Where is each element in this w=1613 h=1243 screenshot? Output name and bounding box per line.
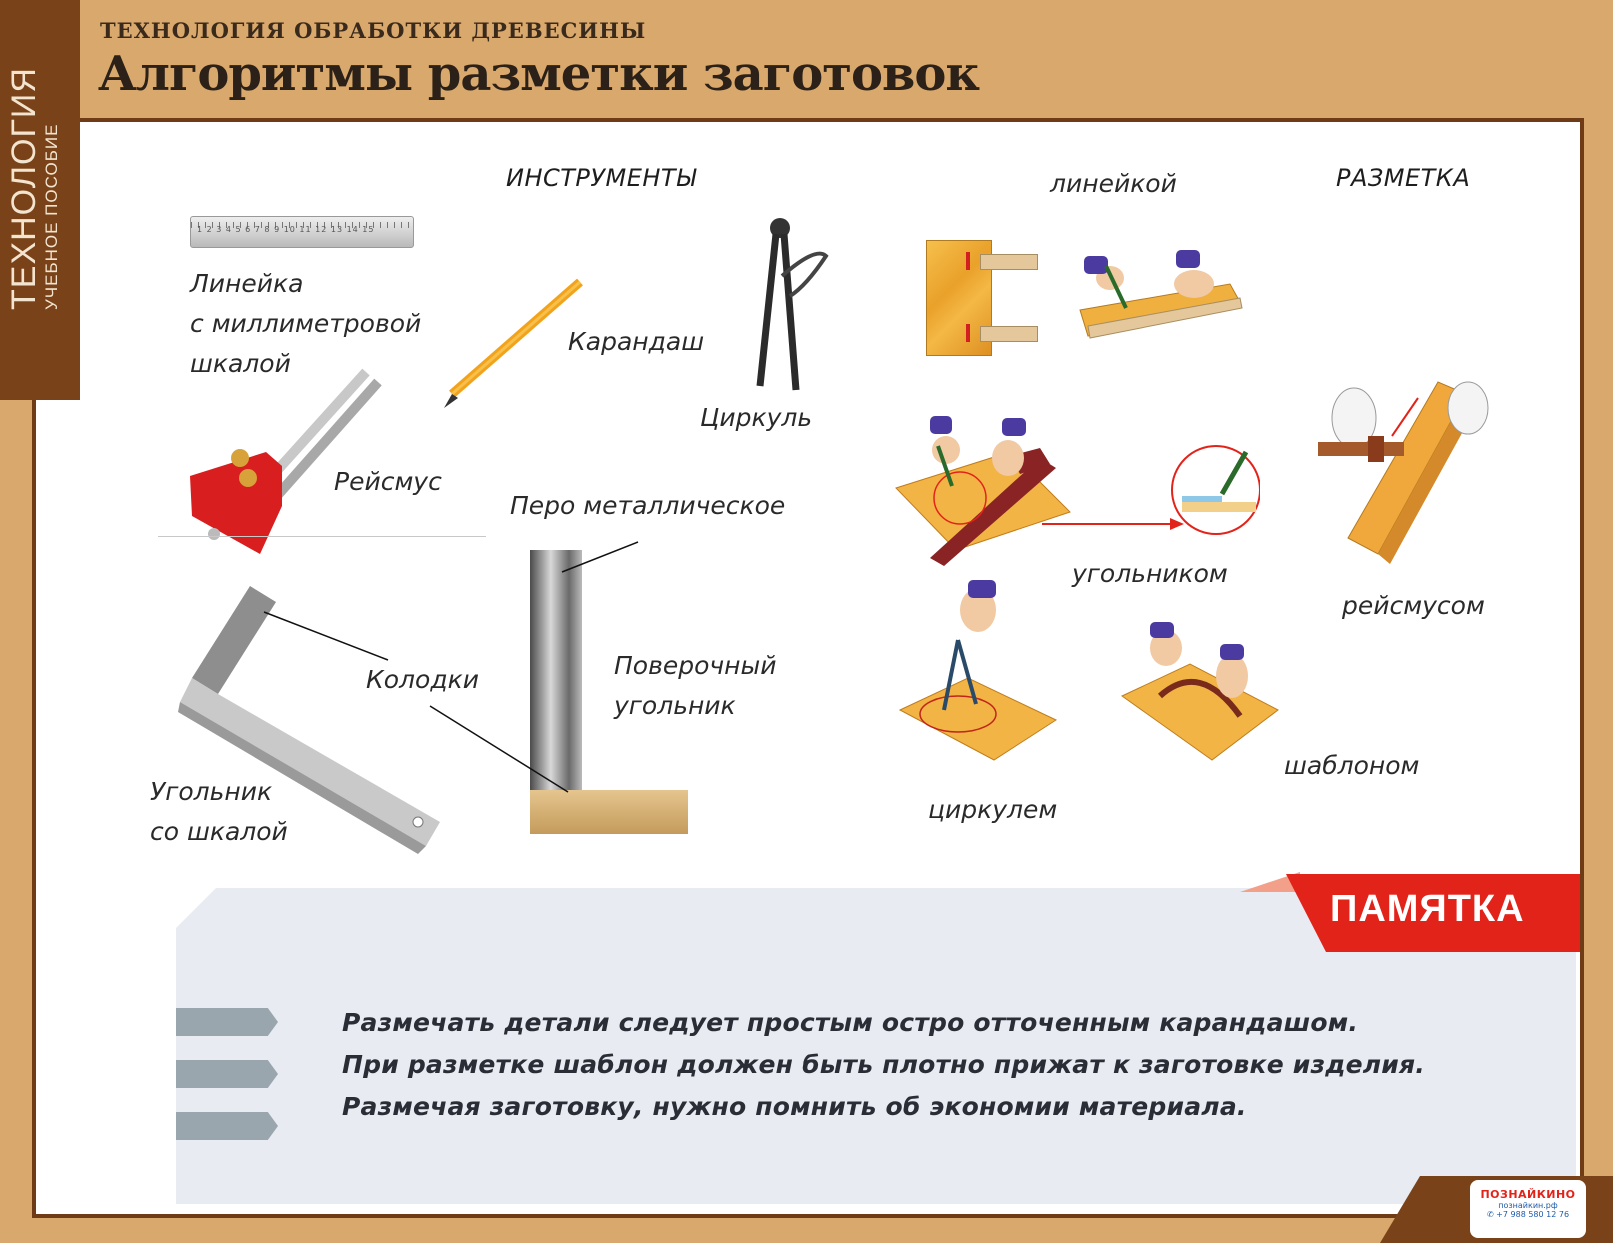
- marking-by-gauge-label: рейсмусом: [1342, 591, 1485, 620]
- ruler-hands-illustration: [1070, 250, 1250, 350]
- tools-heading: ИНСТРУМЕНТЫ: [506, 164, 697, 192]
- marking-by-template-label: шаблоном: [1284, 751, 1420, 780]
- page-title: Алгоритмы разметки заготовок: [98, 46, 979, 102]
- ruler-board-mark-bottom: [966, 324, 970, 342]
- try-square-stock: [530, 790, 688, 834]
- side-label: [6, 67, 62, 310]
- compass-illustration: [746, 216, 836, 396]
- blocks-label: Колодки: [366, 665, 479, 694]
- compass-label: Циркуль: [700, 403, 813, 432]
- content-panel-left: [36, 400, 82, 1214]
- ruler-illustration: [190, 216, 414, 248]
- ruler-scale: 1 2 3 4 5 6 7 8 9 10 11 12 13 14 15: [191, 217, 413, 237]
- scriber-pointer-line: [560, 540, 640, 576]
- side-subtitle: УЧЕБНОЕ ПОСОБИЕ: [42, 123, 61, 310]
- side-band-point: [0, 360, 80, 400]
- memo-arrow-2: [176, 1060, 278, 1088]
- memo-item-2: При разметке шаблон должен быть плотно прижат к заготовке изделия.: [342, 1050, 1425, 1079]
- gauge-marking-illustration: [1318, 378, 1508, 568]
- memo-item-3: Размечая заготовку, нужно помнить об экономии материала.: [342, 1092, 1247, 1121]
- logo-name: ПОЗНАЙКИНО: [1480, 1188, 1576, 1201]
- publisher-logo: [1470, 1180, 1586, 1238]
- memo-title: ПАМЯТКА: [1330, 888, 1525, 930]
- marking-by-square-label: угольником: [1072, 559, 1228, 588]
- ruler-board-ruler-top: [980, 254, 1038, 270]
- ruler-label-line1: Линейка: [190, 269, 304, 298]
- divider-line: [158, 536, 486, 537]
- memo-arrow-1: [176, 1008, 278, 1036]
- metal-scriber-label: Перо металлическое: [510, 491, 786, 520]
- zoom-illustration: [1040, 440, 1260, 540]
- ruler-label-line2: с миллиметровой: [190, 309, 422, 338]
- scale-square-label-line1: Угольник: [150, 777, 273, 806]
- logo-phone: ✆ +7 988 580 12 76: [1486, 1210, 1570, 1219]
- template-marking-illustration: [1120, 620, 1280, 770]
- try-square-label-line2: угольник: [614, 691, 736, 720]
- logo-site: познайкин.рф: [1498, 1201, 1558, 1210]
- marking-gauge-label: Рейсмус: [334, 467, 442, 496]
- blocks-pointer-lines: [262, 608, 572, 794]
- side-title: ТЕХНОЛОГИЯ: [5, 67, 43, 310]
- ruler-board-ruler-bottom: [980, 326, 1038, 342]
- marking-heading: РАЗМЕТКА: [1336, 164, 1471, 192]
- memo-item-1: Размечать детали следует простым остро отточенным карандашом.: [342, 1008, 1359, 1037]
- marking-by-compass-label: циркулем: [928, 795, 1058, 824]
- compass-marking-illustration: [898, 580, 1058, 776]
- marking-by-ruler-label: линейкой: [1050, 169, 1177, 198]
- scale-square-label-line2: со шкалой: [150, 817, 288, 846]
- ruler-label-line3: шкалой: [190, 349, 291, 378]
- pencil-label: Карандаш: [568, 327, 705, 356]
- pencil-illustration: [430, 276, 590, 416]
- try-square-label-line1: Поверочный: [614, 651, 777, 680]
- page-supertitle: ТЕХНОЛОГИЯ ОБРАБОТКИ ДРЕВЕСИНЫ: [100, 18, 647, 43]
- memo-arrow-3: [176, 1112, 278, 1140]
- ruler-board-mark-top: [966, 252, 970, 270]
